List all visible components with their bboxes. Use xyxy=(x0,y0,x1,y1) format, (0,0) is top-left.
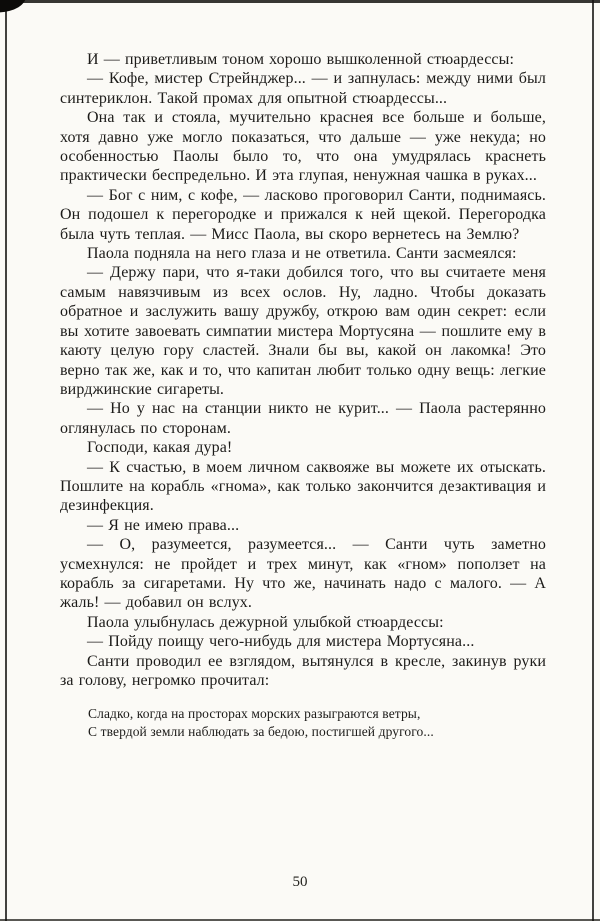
scan-edge-left xyxy=(5,0,7,921)
page-number: 50 xyxy=(292,874,308,890)
paragraph: — Бог с ним, с кофе, — ласково проговорил Санти, поднимаясь. Он подошел к перегородке и прижался к ней щекой. Перегородка была чуть теплая. — Мисс Паола, вы скоро вернетесь на Землю? xyxy=(60,186,546,243)
paragraph: Она так и стояла, мучительно краснея все больше и больше, хотя давно уже могло показаться, что дальше — уже некуда; но особенностью Паолы было то, что она умудрялась краснеть практически беспредельно. И эта глупая, ненужная чашка в руках... xyxy=(60,109,546,185)
paragraph: Паола улыбнулась дежурной улыбкой стюардессы: xyxy=(87,613,444,631)
verse-line: С твердой земли наблюдать за бедою, постигшей другого... xyxy=(88,724,434,740)
paragraph: Санти проводил ее взглядом, вытянулся в кресле, закинув руки за голову, негромко прочитал: xyxy=(60,652,546,689)
paragraph: — Держу пари, что я-таки добился того, что вы считаете меня самым навязчивым из всех ослов. Ну, ладно. Чтобы доказать обратное и заслужить вашу дружбу, открою вам один секрет: если вы хотите завоевать симпатии мистера Мортусяна — пошлите ему в каюту целую гору сластей. Знали бы вы, какой он лакомка! Это верно так же, как и то, что капитан любит только одну вещь: легкие вирджинские сигареты. xyxy=(60,264,546,398)
verse-block xyxy=(88,705,546,741)
paragraph: — О, разумеется, разумеется... — Санти чуть заметно усмехнулся: не пройдет и трех минут, как «гном» поползет на корабль за сигаретами. Ну что же, начинать надо с малого. — А жаль! — добавил он вслух. xyxy=(60,536,546,612)
paragraph: Паола подняла на него глаза и не ответила. Санти засмеялся: xyxy=(87,245,517,263)
paragraph: И — приветливым тоном хорошо вышколенной стюардессы: xyxy=(87,51,515,68)
paragraph: — Я не имею права... xyxy=(87,516,240,534)
paragraph: — Пойду поищу чего-нибудь для мистера Мортусяна... xyxy=(87,633,475,651)
scan-corner-mark xyxy=(0,0,26,13)
scan-edge-top xyxy=(0,0,600,3)
scan-edge-right xyxy=(592,0,594,921)
verse-line: Сладко, когда на просторах морских разыграются ветры, xyxy=(88,706,421,722)
paragraph: — Но у нас на станции никто не курит... — Паола растерянно оглянулась по сторонам. xyxy=(60,400,546,437)
text-block xyxy=(60,50,546,741)
paragraph: — Кофе, мистер Стрейнджер... — и запнулась: между ними был синтериклон. Такой промах для опытной стюардессы... xyxy=(60,70,546,107)
paragraph: — К счастью, в моем личном саквояже вы можете их отыскать. Пошлите на корабль «гнома», как только закончится дезактивация и дезинфекция. xyxy=(60,458,546,515)
paragraph: Господи, какая дура! xyxy=(87,439,233,457)
